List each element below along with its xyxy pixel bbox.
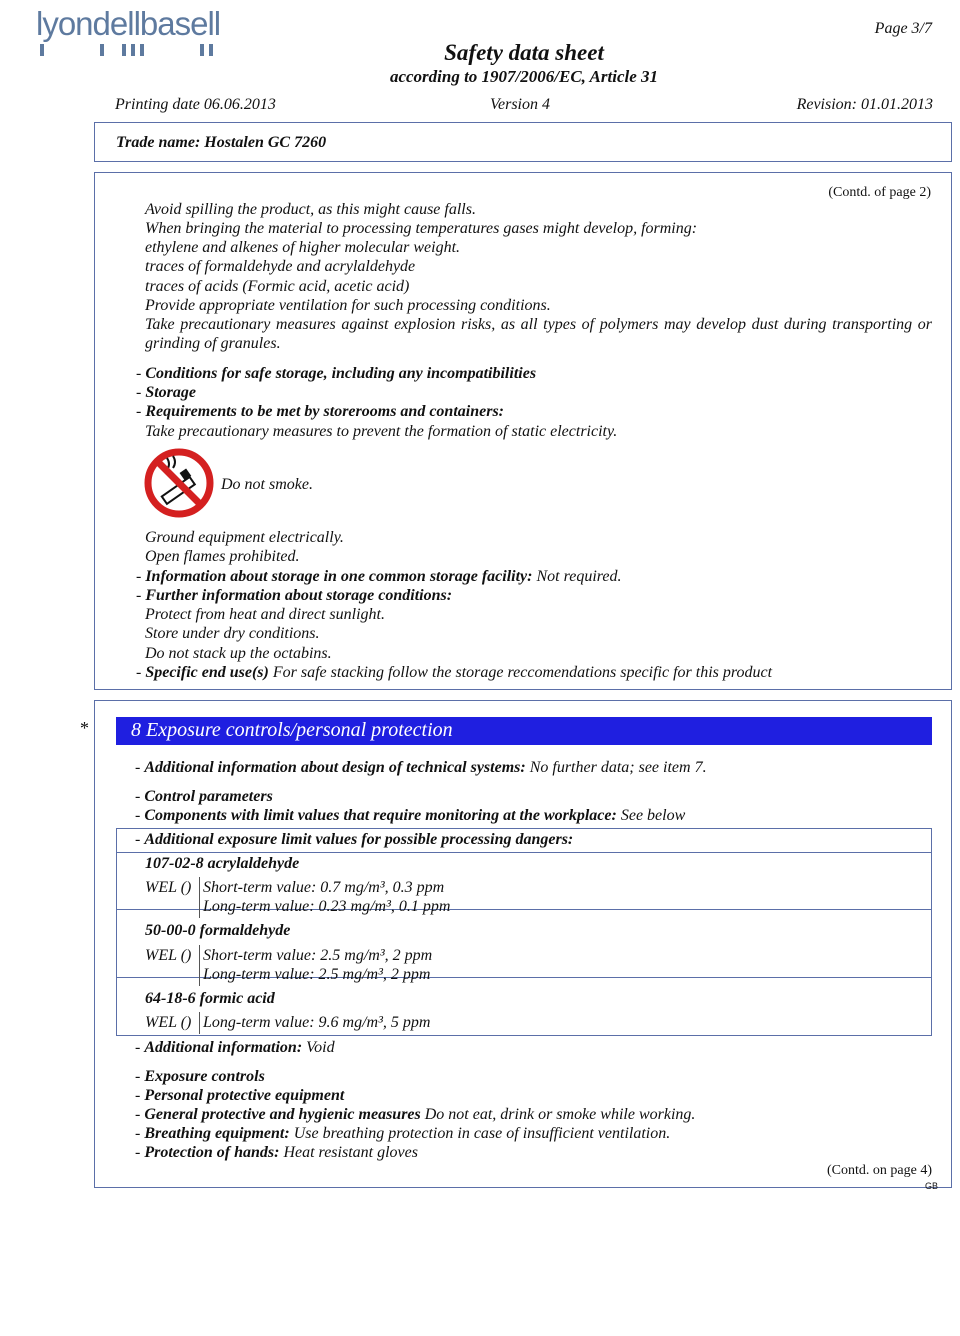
contd-on-page: (Contd. on page 4)	[827, 1163, 932, 1178]
breathing-equipment: - Breathing equipment: Use breathing protection in case of insufficient ventilation.	[135, 1125, 671, 1142]
limit-value: Short-term value: 2.5 mg/m³, 2 ppm	[203, 947, 433, 964]
end-use: - Specific end use(s) For safe stacking follow the storage reccomendations specific for this product	[136, 664, 773, 681]
storage-heading: - Storage	[136, 384, 196, 401]
substance-name: 107-02-8 acrylaldehyde	[145, 855, 300, 872]
text-line: Avoid spilling the product, as this might cause falls.	[145, 201, 476, 218]
requirements-heading: - Requirements to be met by storerooms and containers:	[136, 403, 504, 420]
trade-name: Trade name: Hostalen GC 7260	[116, 134, 327, 151]
additional-info: - Additional information: Void	[135, 1039, 335, 1056]
text-line: ethylene and alkenes of higher molecular weight.	[145, 239, 461, 256]
limit-value: Long-term value: 2.5 mg/m³, 2 ppm	[203, 966, 431, 983]
control-parameters: - Control parameters	[135, 788, 273, 805]
ground-text: Ground equipment electrically.	[145, 529, 344, 546]
logo-wordmark: lyondellbasell	[36, 5, 221, 42]
additional-design: - Additional information about design of technical systems: No further data; see item 7.	[135, 759, 707, 776]
section8-heading: 8 Exposure controls/personal protection	[131, 719, 453, 741]
limit-value: Short-term value: 0.7 mg/m³, 0.3 ppm	[203, 879, 445, 896]
info-storage: - Information about storage in one common storage facility: Not required.	[136, 568, 622, 585]
document-title: Safety data sheet	[444, 40, 604, 65]
further-line: Protect from heat and direct sunlight.	[145, 606, 385, 623]
general-measures: - General protective and hygienic measures Do not eat, drink or smoke while working.	[135, 1106, 696, 1123]
printing-date: Printing date 06.06.2013	[115, 96, 276, 113]
text-line: traces of acids (Formic acid, acetic acid)	[145, 278, 410, 295]
substance-code: WEL ()	[145, 879, 192, 896]
substance-code: WEL ()	[145, 1014, 192, 1031]
text-line: When bringing the material to processing temperatures gases might develop, forming:	[145, 220, 698, 237]
substance-name: 50-00-0 formaldehyde	[145, 922, 291, 939]
document-subtitle: according to 1907/2006/EC, Article 31	[389, 67, 659, 86]
substance-name: 64-18-6 formic acid	[145, 990, 275, 1007]
conditions-heading: - Conditions for safe storage, including any incompatibilities	[136, 365, 537, 382]
hand-protection: - Protection of hands: Heat resistant gloves	[135, 1144, 418, 1161]
trade-name-box	[94, 122, 952, 162]
contd-of-page: (Contd. of page 2)	[828, 185, 931, 200]
explosion-text: Take precautionary measures against explosion risks, as all types of polymers may develop dust during transporting or grinding of granules.	[145, 316, 932, 352]
page-number: Page 3/7	[874, 20, 932, 37]
substance-code: WEL ()	[145, 947, 192, 964]
no-smoke-text: Do not smoke.	[221, 476, 313, 493]
components: - Components with limit values that require monitoring at the workplace: See below	[135, 807, 686, 824]
limit-value: Long-term value: 9.6 mg/m³, 5 ppm	[203, 1014, 431, 1031]
text-line: traces of formaldehyde and acrylaldehyde	[145, 258, 416, 275]
text-line: Provide appropriate ventilation for such processing conditions.	[145, 297, 551, 314]
exposure-controls: - Exposure controls	[135, 1068, 265, 1085]
revision: Revision: 01.01.2013	[796, 96, 933, 113]
ppe: - Personal protective equipment	[135, 1087, 345, 1104]
further-heading: - Further information about storage conditions:	[136, 587, 453, 604]
no-smoking-icon	[143, 448, 215, 518]
revision-marker: *	[80, 718, 89, 738]
limit-value: Long-term value: 0.23 mg/m³, 0.1 ppm	[203, 898, 451, 915]
flames-text: Open flames prohibited.	[145, 548, 300, 565]
requirements-text: Take precautionary measures to prevent the formation of static electricity.	[145, 423, 618, 440]
section7-box	[94, 172, 952, 690]
further-line: Do not stack up the octabins.	[145, 645, 332, 662]
version: Version 4	[490, 96, 550, 113]
further-line: Store under dry conditions.	[145, 625, 320, 642]
section8-heading-bar	[116, 717, 932, 745]
country-code: GB	[924, 1181, 938, 1191]
exposure-limits-heading: - Additional exposure limit values for possible processing dangers:	[135, 831, 574, 848]
